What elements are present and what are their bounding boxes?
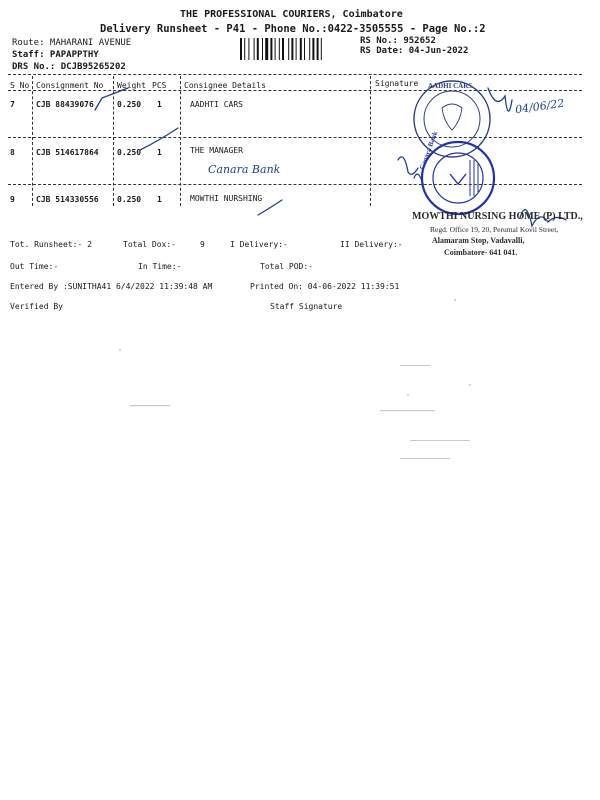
mowthi-stamp-line: Alamaram Stop, Vadavalli, — [432, 236, 525, 245]
mowthi-stamp-line: Regd. Office 19, 20, Perumal Kovil Street, — [430, 225, 559, 234]
rs-number: RS No.: 952652 — [360, 36, 436, 46]
col-header-pcs: PCS — [152, 81, 167, 90]
ii-delivery: II Delivery:- — [340, 240, 403, 249]
verified-by: Verified By — [10, 302, 63, 311]
table-row-weight: 0.250 — [117, 100, 142, 109]
table-row-weight: 0.250 — [117, 148, 142, 157]
table-row-weight: 0.250 — [117, 195, 142, 204]
staff-signature: Staff Signature — [270, 302, 343, 311]
total-dox-value: 9 — [200, 240, 205, 249]
table-row-consignee: THE MANAGER — [190, 146, 243, 155]
table-row-consignee: MOWTHI NURSHING — [190, 194, 263, 203]
table-row-sno: 9 — [10, 195, 15, 204]
col-header-consignee: Consignee Details — [184, 81, 266, 90]
mowthi-stamp-line: Coimbatore- 641 041. — [444, 248, 518, 257]
col-header-weight: Weight — [117, 81, 146, 90]
table-row-pcs: 1 — [157, 100, 162, 109]
tot-runsheet: Tot. Runsheet:- 2 — [10, 240, 92, 249]
table-row-pcs: 1 — [157, 195, 162, 204]
printed-on: Printed On: 04-06-2022 11:39:51 — [250, 282, 400, 291]
total-dox-label: Total Dox:- — [123, 240, 176, 249]
drs-number: DRS No.: DCJB95265202 — [12, 62, 126, 72]
handwritten-note: Canara Bank — [208, 163, 281, 176]
total-pod: Total POD:- — [260, 262, 313, 271]
out-time: Out Time:- — [10, 262, 59, 271]
in-time: In Time:- — [138, 262, 182, 271]
col-header-signature: Signature — [375, 79, 419, 88]
table-row-consignment: CJB 514330556 — [36, 195, 99, 204]
table-row-pcs: 1 — [157, 148, 162, 157]
handwritten-date: 04/06/22 — [514, 96, 566, 117]
col-header-consignment: Consignment No — [36, 81, 104, 90]
table-row-consignment: CJB 514617864 — [36, 148, 99, 157]
i-delivery: I Delivery:- — [230, 240, 288, 249]
aadhi-cars-stamp-text: AADHI CARS — [428, 82, 473, 90]
runsheet-subtitle: Delivery Runsheet - P41 - Phone No.:0422-3505555 - Page No.:2 — [100, 23, 486, 35]
canara-bank-stamp-text: Canara Bank — [418, 130, 440, 171]
company-title: THE PROFESSIONAL COURIERS, Coimbatore — [180, 9, 403, 20]
table-row-consignment: CJB 88439076 — [36, 100, 94, 109]
table-row-sno: 7 — [10, 100, 15, 109]
rs-date: RS Date: 04-Jun-2022 — [360, 46, 469, 56]
route-label: Route: MAHARANI AVENUE — [12, 38, 132, 48]
entered-by: Entered By :SUNITHA41 6/4/2022 11:39:48 AM — [10, 282, 213, 291]
staff-label: Staff: PAPAPPTHY — [12, 50, 99, 60]
mowthi-stamp-title: MOWTHI NURSING HOME (P) LTD., — [412, 211, 583, 222]
table-row-sno: 8 — [10, 148, 15, 157]
table-row-consignee: AADHTI CARS — [190, 100, 243, 109]
col-header-sno: S No — [10, 81, 30, 90]
